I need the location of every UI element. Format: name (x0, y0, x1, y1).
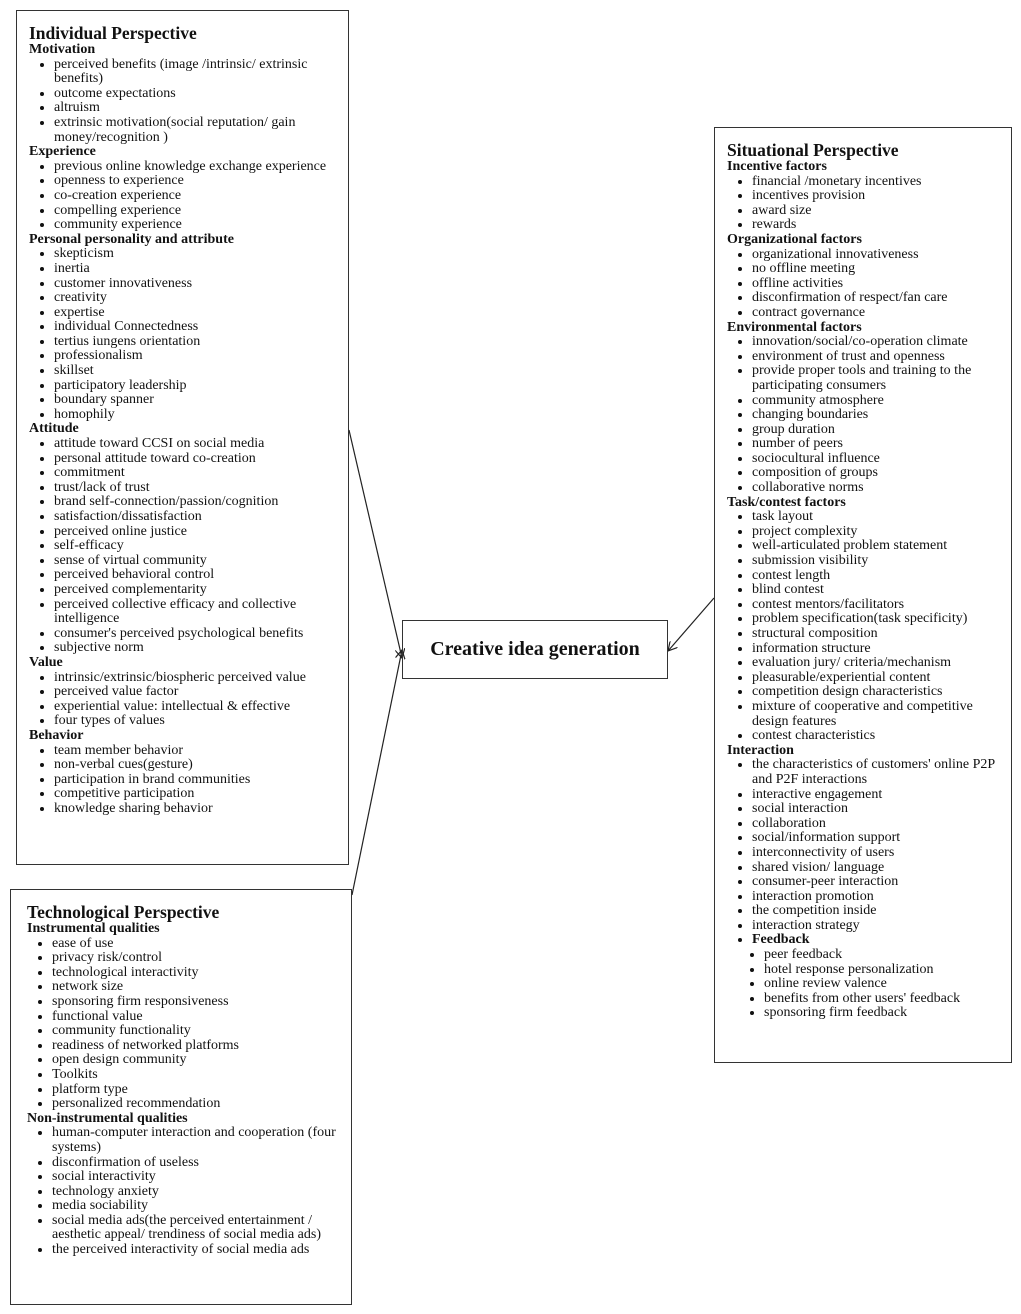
list-item: • personal attitude toward co-creation (54, 452, 338, 467)
section-list (727, 758, 1003, 933)
list-item: • group duration (752, 423, 1003, 438)
list-item: • platform type (52, 1083, 343, 1098)
list-item: • disconfirmation of useless (52, 1156, 343, 1171)
list-item: • competitive participation (54, 787, 338, 802)
list-item: • open design community (52, 1053, 343, 1068)
list-item: • innovation/social/co-operation climate (752, 335, 1003, 350)
feedback-list-item: • benefits from other users' feedback (764, 992, 1003, 1007)
list-item: • trust/lack of trust (54, 481, 338, 496)
list-item: • attitude toward CCSI on social media (54, 437, 338, 452)
list-item: • mixture of cooperative and competitive design features (752, 700, 1003, 729)
list-item: • financial /monetary incentives (752, 175, 1003, 190)
list-item: • privacy risk/control (52, 951, 343, 966)
list-item: • no offline meeting (752, 262, 1003, 277)
list-item: • non-verbal cues(gesture) (54, 758, 338, 773)
technological-perspective-box (10, 889, 352, 1305)
list-item: • community experience (54, 218, 338, 233)
feedback-item (752, 933, 1003, 1021)
list-item: • perceived complementarity (54, 583, 338, 598)
section-heading: Experience (29, 144, 96, 160)
list-item: • award size (752, 204, 1003, 219)
list-item: • sense of virtual community (54, 554, 338, 569)
list-item: • shared vision/ language (752, 861, 1003, 876)
list-item: • knowledge sharing behavior (54, 802, 338, 817)
section-list (29, 58, 338, 146)
list-item: • composition of groups (752, 466, 1003, 481)
section-list (29, 744, 338, 817)
list-item: • ease of use (52, 937, 343, 952)
list-item: • contest length (752, 569, 1003, 584)
section-heading: Task/contest factors (727, 494, 846, 510)
section-heading: Organizational factors (727, 231, 862, 247)
list-item: • experiential value: intellectual & effective (54, 700, 338, 715)
list-item: • individual Connectedness (54, 320, 338, 335)
list-item: • community atmosphere (752, 394, 1003, 409)
list-item: • human-computer interaction and cooperation (four systems) (52, 1126, 343, 1155)
list-item: • self-efficacy (54, 539, 338, 554)
list-item: • evaluation jury/ criteria/mechanism (752, 656, 1003, 671)
list-item: • intrinsic/extrinsic/biospheric perceived value (54, 671, 338, 686)
list-item: • social media ads(the perceived entertainment / aesthetic appeal/ trendiness of social media ads) (52, 1214, 343, 1243)
section-list (27, 937, 343, 1112)
list-item: • problem specification(task specificity) (752, 612, 1003, 627)
feedback-heading: Feedback (752, 932, 810, 948)
list-item: • perceived collective efficacy and collective intelligence (54, 598, 338, 627)
list-item: • inertia (54, 262, 338, 277)
list-item: • functional value (52, 1010, 343, 1025)
individual-sections (29, 43, 338, 816)
list-item: • structural composition (752, 627, 1003, 642)
list-item: • interaction promotion (752, 890, 1003, 905)
section-heading: Motivation (29, 42, 96, 57)
list-item: • social interactivity (52, 1170, 343, 1185)
feedback-group (727, 933, 1003, 1021)
list-item: • interaction strategy (752, 919, 1003, 934)
list-item: • participation in brand communities (54, 773, 338, 788)
list-item: • disconfirmation of respect/fan care (752, 291, 1003, 306)
section-heading: Incentive factors (727, 159, 827, 174)
section-list (727, 335, 1003, 496)
list-item: • pleasurable/experiential content (752, 671, 1003, 686)
section-list (27, 1126, 343, 1257)
section-list (29, 160, 338, 233)
list-item: • changing boundaries (752, 408, 1003, 423)
list-item: • participatory leadership (54, 379, 338, 394)
list-item: • creativity (54, 291, 338, 306)
arrow-technological-to-center (352, 650, 402, 895)
list-item: • customer innovativeness (54, 277, 338, 292)
list-item: • openness to experience (54, 174, 338, 189)
list-item: • co-creation experience (54, 189, 338, 204)
list-item: • sponsoring firm responsiveness (52, 995, 343, 1010)
feedback-list (752, 948, 1003, 1021)
list-item: • boundary spanner (54, 393, 338, 408)
section-list (29, 247, 338, 422)
list-item: • provide proper tools and training to the participating consumers (752, 364, 1003, 393)
list-item: • organizational innovativeness (752, 248, 1003, 263)
list-item: • Toolkits (52, 1068, 343, 1083)
list-item: • subjective norm (54, 641, 338, 656)
individual-perspective-box (16, 10, 349, 865)
list-item: • task layout (752, 510, 1003, 525)
feedback-list-item: • online review valence (764, 977, 1003, 992)
list-item: • community functionality (52, 1024, 343, 1039)
list-item: • skepticism (54, 247, 338, 262)
list-item: • rewards (752, 218, 1003, 233)
list-item: • technological interactivity (52, 966, 343, 981)
list-item: • offline activities (752, 277, 1003, 292)
list-item: • the characteristics of customers' online P2P and P2F interactions (752, 758, 1003, 787)
list-item: • perceived benefits (image /intrinsic/ extrinsic benefits) (54, 58, 338, 87)
list-item: • homophily (54, 408, 338, 423)
list-item: • information structure (752, 642, 1003, 657)
list-item: • compelling experience (54, 204, 338, 219)
list-item: • project complexity (752, 525, 1003, 540)
list-item: • commitment (54, 466, 338, 481)
list-item: • submission visibility (752, 554, 1003, 569)
section-heading: Attitude (29, 421, 79, 437)
list-item: • expertise (54, 306, 338, 321)
situational-perspective-title: Situational Perspective (727, 140, 899, 160)
creative-idea-generation-label: Creative idea generation (430, 638, 640, 660)
list-item: • satisfaction/dissatisfaction (54, 510, 338, 525)
list-item: • number of peers (752, 437, 1003, 452)
list-item: • blind contest (752, 583, 1003, 598)
list-item: • well-articulated problem statement (752, 539, 1003, 554)
list-item: • team member behavior (54, 744, 338, 759)
section-list (29, 437, 338, 656)
list-item: • contest mentors/facilitators (752, 598, 1003, 613)
list-item: • competition design characteristics (752, 685, 1003, 700)
arrow-individual-to-center (349, 430, 402, 658)
list-item: • perceived behavioral control (54, 568, 338, 583)
list-item: • tertius iungens orientation (54, 335, 338, 350)
list-item: • incentives provision (752, 189, 1003, 204)
list-item: • the perceived interactivity of social media ads (52, 1243, 343, 1258)
list-item: • interactive engagement (752, 788, 1003, 803)
list-item: • altruism (54, 101, 338, 116)
list-item: • personalized recommendation (52, 1097, 343, 1112)
list-item: • four types of values (54, 714, 338, 729)
creative-idea-generation-box (402, 620, 668, 679)
list-item: • perceived value factor (54, 685, 338, 700)
section-heading: Instrumental qualities (27, 921, 160, 936)
list-item: • social/information support (752, 831, 1003, 846)
list-item: • social interaction (752, 802, 1003, 817)
list-item: • consumer-peer interaction (752, 875, 1003, 890)
list-item: • collaboration (752, 817, 1003, 832)
section-list (29, 671, 338, 729)
section-heading: Non-instrumental qualities (27, 1110, 188, 1126)
section-heading: Interaction (727, 742, 794, 758)
section-list (727, 510, 1003, 744)
section-heading: Personal personality and attribute (29, 231, 234, 247)
list-item: • interconnectivity of users (752, 846, 1003, 861)
feedback-list-item: • hotel response personalization (764, 963, 1003, 978)
list-item: • collaborative norms (752, 481, 1003, 496)
list-item: • extrinsic motivation(social reputation/ gain money/recognition ) (54, 116, 338, 145)
list-item: • network size (52, 980, 343, 995)
list-item: • environment of trust and openness (752, 350, 1003, 365)
technological-sections (27, 922, 343, 1258)
section-heading: Behavior (29, 727, 84, 743)
list-item: • outcome expectations (54, 87, 338, 102)
situational-perspective-box (714, 127, 1012, 1063)
list-item: • technology anxiety (52, 1185, 343, 1200)
list-item: • perceived online justice (54, 525, 338, 540)
individual-perspective-title: Individual Perspective (29, 23, 197, 43)
list-item: • readiness of networked platforms (52, 1039, 343, 1054)
list-item: • sociocultural influence (752, 452, 1003, 467)
list-item: • professionalism (54, 349, 338, 364)
technological-perspective-title: Technological Perspective (27, 902, 220, 922)
list-item: • the competition inside (752, 904, 1003, 919)
feedback-list-item: • peer feedback (764, 948, 1003, 963)
section-heading: Value (29, 654, 63, 670)
list-item: • consumer's perceived psychological benefits (54, 627, 338, 642)
list-item: • media sociability (52, 1199, 343, 1214)
arrow-situational-to-center (668, 598, 714, 651)
list-item: • skillset (54, 364, 338, 379)
list-item: • contract governance (752, 306, 1003, 321)
list-item: • previous online knowledge exchange experience (54, 160, 338, 175)
situational-sections (727, 160, 1003, 933)
list-item: • contest characteristics (752, 729, 1003, 744)
feedback-list-item: • sponsoring firm feedback (764, 1006, 1003, 1021)
section-list (727, 175, 1003, 233)
list-item: • brand self-connection/passion/cognition (54, 495, 338, 510)
section-list (727, 248, 1003, 321)
section-heading: Environmental factors (727, 319, 862, 335)
